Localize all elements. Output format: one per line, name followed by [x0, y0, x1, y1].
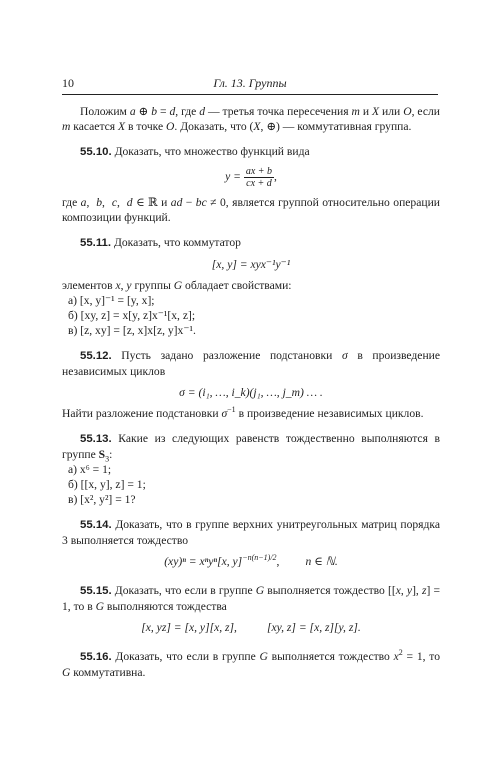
problem-number: 55.12. [80, 350, 112, 362]
list-item: а) [x, y]⁻¹ = [y, x]; [68, 294, 155, 307]
formula-55-10: y = $\frac{ax + b}{cx + d}$ , [225, 166, 277, 189]
page-number: 10 [62, 76, 74, 90]
problem-number: 55.16. [80, 651, 112, 663]
problem-55-10-text: где a, b, c, d ∈ ℝ и ad − bc ≠ 0, является группой относительно операции композиции функций. [62, 196, 440, 224]
problem-55-16: 55.16. Доказать, что если в группе G выполняется тождество $x^2 = 1$, то G коммутативна. [62, 648, 440, 679]
running-head [62, 76, 438, 92]
formula-55-14: (xy)ⁿ = xⁿyⁿ[x, y]$^{-n(n-1)/2}$, n ∈ ℕ. [164, 553, 338, 568]
problem-55-11: 55.11. Доказать, что коммутатор [80, 236, 241, 249]
fraction: $\frac{ax + b}{cx + d}$ [245, 166, 273, 189]
problem-55-12-text: Найти разложение подстановки $\sigma^{-1}$ в произведение независимых циклов. [62, 405, 424, 420]
problem-number: 55.15. [80, 585, 112, 597]
problem-55-14: 55.14. Доказать, что в группе верхних унитреугольных матриц порядка 3 выполняется тождество [62, 518, 440, 547]
formula-55-12: σ = (i₁, …, i_k)(j₁, …, j_m) … . [179, 386, 323, 399]
problem-number: 55.13. [80, 433, 112, 445]
problem-55-10: 55.10. Доказать, что множество функций вида [80, 145, 310, 158]
list-item: а) x⁶ = 1; [68, 463, 112, 476]
problem-number: 55.10. [80, 146, 112, 158]
header-rule [62, 94, 438, 95]
intro-paragraph: Положим a ⊕ b = d, где d — третья точка пересечения m и X или O, если m касается X в точке O. Доказать, что (X, ⊕) — коммутативная группа. [62, 105, 440, 133]
list-item: в) [x², y²] = 1? [68, 493, 136, 506]
problem-number: 55.11. [80, 237, 112, 249]
problem-55-11-text: элементов x, y группы G обладает свойствами: [62, 279, 292, 292]
problem-number: 55.14. [80, 519, 112, 531]
problem-55-15: 55.15. Доказать, что если в группе G выполняется тождество [[x, y], z] = 1, то в G выполняются тождества [62, 584, 440, 613]
list-item: в) [z, xy] = [z, x]x[z, y]x⁻¹. [68, 324, 196, 337]
formula-55-11: [x, y] = xyx⁻¹y⁻¹ [211, 258, 291, 271]
formula-55-15: [x, yz] = [x, y][x, z], [xy, z] = [x, z][y, z]. [141, 621, 361, 634]
problem-55-12: 55.12. Пусть задано разложение подстановки σ в произведение независимых циклов [62, 349, 441, 378]
page-body [62, 104, 440, 680]
problem-55-13: 55.13. Какие из следующих равенств тождественно выполняются в группе $S_3$: [62, 432, 440, 464]
list-item: б) [[x, y], z] = 1; [68, 478, 146, 491]
list-item: б) [xy, z] = x[y, z]x⁻¹[x, z]; [68, 309, 196, 322]
chapter-title: Гл. 13. Группы [213, 76, 287, 90]
